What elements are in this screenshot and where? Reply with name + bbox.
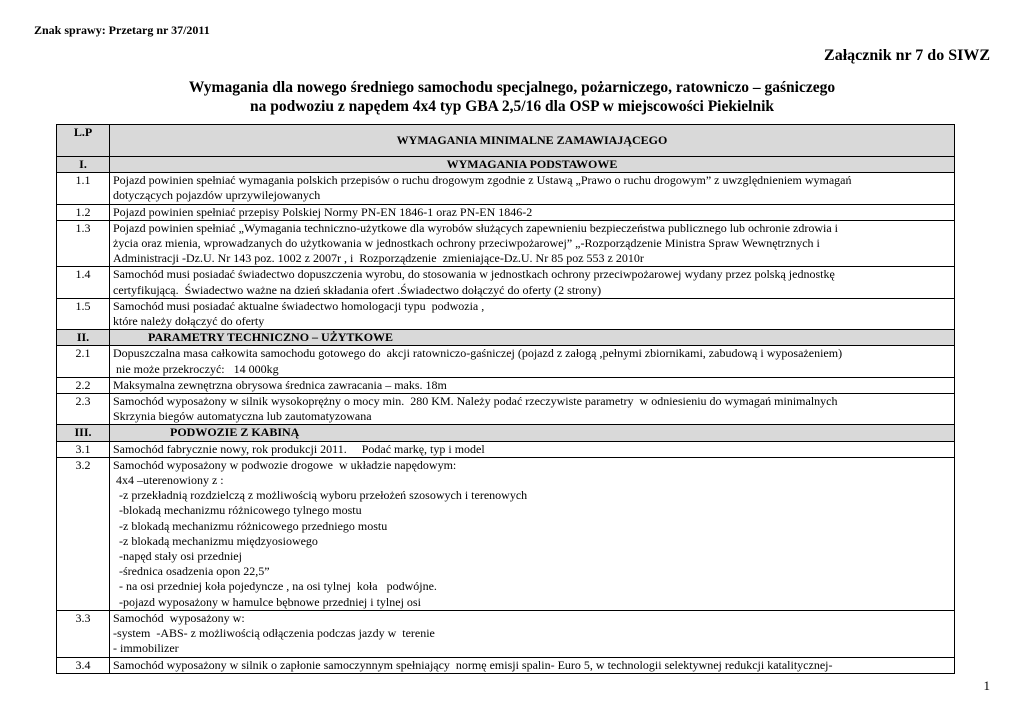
item-text-line: -średnica osadzenia opon 22,5” <box>113 564 270 579</box>
item-number: 2.1 <box>57 346 110 377</box>
item-text-line: Samochód wyposażony w: <box>113 610 245 625</box>
item-number: 3.4 <box>57 657 110 673</box>
section-header-row <box>57 330 955 346</box>
table-row <box>57 346 955 377</box>
item-text-line: -z przekładnią rozdzielczą z możliwością wyboru przełożeń szosowych i terenowych <box>113 488 528 503</box>
table-row <box>57 298 955 329</box>
item-text-line: Samochód wyposażony w silnik wysokoprężny o mocy min. 280 KM. Należy podać rzeczywiste parametry w odniesieniu do wymagań minimalnych <box>113 394 838 409</box>
item-text-line: Maksymalna zewnętrzna obrysowa średnica zawracania – maks. 18m <box>113 377 447 392</box>
item-number: 1.1 <box>57 173 110 204</box>
item-text-line: Administracji -Dz.U. Nr 143 poz. 1002 z 2007r , i Rozporządzenie zmieniające-Dz.U. Nr 85 poz 553 z 2010r <box>113 251 644 266</box>
item-number: 1.2 <box>57 204 110 220</box>
item-text <box>110 173 955 204</box>
item-text-line: Pojazd powinien spełniać wymagania polskich przepisów o ruchu drogowym zgodnie z Ustawą „Prawo o ruchu drogowym” z uwzględnieniem wymagań <box>113 173 852 188</box>
annex-label: Załącznik nr 7 do SIWZ <box>824 47 990 64</box>
section-header-row <box>57 425 955 441</box>
item-text <box>110 267 955 298</box>
item-text-line: -pojazd wyposażony w hamulce bębnowe przedniej i tylnej osi <box>113 594 421 609</box>
item-number: 2.2 <box>57 377 110 393</box>
item-text-line: Samochód musi posiadać aktualne świadectwo homologacji typu podwozia , <box>113 298 485 313</box>
item-text-line: -napęd stały osi przedniej <box>113 549 242 564</box>
case-reference: Znak sprawy: Przetarg nr 37/2011 <box>34 23 210 37</box>
item-text-line: które należy dołączyć do oferty <box>113 314 265 329</box>
item-text-line: - immobilizer <box>113 641 179 656</box>
section-number: I. <box>57 157 110 173</box>
table-row <box>57 267 955 298</box>
document-title-line1: Wymagania dla nowego średniego samochodu specjalnego, pożarniczego, ratowniczo – gaśniczego <box>188 79 836 96</box>
item-text-line: Skrzynia biegów automatyczna lub zautomatyzowana <box>113 409 372 424</box>
table-row <box>57 204 955 220</box>
item-text <box>110 457 955 610</box>
item-text <box>110 220 955 267</box>
section-number: II. <box>57 330 110 346</box>
page-number: 1 <box>983 678 990 693</box>
item-text-line: nie może przekroczyć: 14 000kg <box>113 361 279 376</box>
item-text-line: -z blokadą mechanizmu różnicowego przedniego mostu <box>113 518 388 533</box>
document-title-line2: na podwoziu z napędem 4x4 typ GBA 2,5/16 dla OSP w miejscowości Piekielnik <box>249 98 775 115</box>
item-text <box>110 394 955 425</box>
item-text-line: - na osi przedniej koła pojedyncze , na osi tylnej koła podwójne. <box>113 579 437 594</box>
section-title: PARAMETRY TECHNICZNO – UŻYTKOWE <box>110 330 955 346</box>
item-text <box>110 610 955 657</box>
item-text <box>110 441 955 457</box>
item-text-line: Pojazd powinien spełniać przepisy Polskiej Normy PN-EN 1846-1 oraz PN-EN 1846-2 <box>113 204 533 219</box>
table-row <box>57 173 955 204</box>
section-number: III. <box>57 425 110 441</box>
item-number: 3.2 <box>57 457 110 610</box>
section-header-row <box>57 157 955 173</box>
item-number: 1.4 <box>57 267 110 298</box>
item-text-line: -blokadą mechanizmu różnicowego tylnego mostu <box>113 503 362 518</box>
item-text <box>110 346 955 377</box>
item-text <box>110 657 955 673</box>
item-text-line: 4x4 –uterenowiony z : <box>113 473 224 488</box>
item-text-line: Samochód musi posiadać świadectwo dopuszczenia wyrobu, do stosowania w jednostkach ochrony przeciwpożarowej wydany przez polską jednostkę <box>113 267 835 282</box>
item-number: 1.5 <box>57 298 110 329</box>
item-text-line: -system -ABS- z możliwością odłączenia podczas jazdy w terenie <box>113 626 435 641</box>
table-row <box>57 377 955 393</box>
item-text-line: Samochód fabrycznie nowy, rok produkcji 2011. Podać markę, typ i model <box>113 441 485 456</box>
table-header-row <box>57 125 955 157</box>
item-text-line: Dopuszczalna masa całkowita samochodu gotowego do akcji ratowniczo-gaśniczej (pojazd z załogą ,pełnymi zbiornikami, zabudową i wyposażeniem) <box>113 346 843 361</box>
table-row <box>57 441 955 457</box>
item-text-line: życia oraz mienia, wprowadzanych do użytkowania w jednostkach ochrony przeciwpożarowej” „-Rozporządzenie Ministra Spraw Wewnętrznych i <box>113 236 820 251</box>
requirements-table <box>56 124 955 674</box>
item-number: 2.3 <box>57 394 110 425</box>
table-row <box>57 610 955 657</box>
item-text <box>110 204 955 220</box>
item-text-line: Samochód wyposażony w silnik o zapłonie samoczynnym spełniający normę emisji spalin- Euro 5, w technologii selektywnej redukcji katalitycznej- <box>113 657 833 672</box>
item-text-line: Samochód wyposażony w podwozie drogowe w układzie napędowym: <box>113 457 457 472</box>
item-text-line: -z blokadą mechanizmu międzyosiowego <box>113 533 318 548</box>
table-row <box>57 457 955 610</box>
item-text <box>110 298 955 329</box>
table-row <box>57 394 955 425</box>
section-title: PODWOZIE Z KABINĄ <box>110 425 955 441</box>
section-title: WYMAGANIA PODSTAWOWE <box>110 157 955 173</box>
item-number: 1.3 <box>57 220 110 267</box>
item-text-line: certyfikującą. Świadectwo ważne na dzień składania ofert .Świadectwo dołączyć do oferty (2 strony) <box>113 282 602 297</box>
item-text <box>110 377 955 393</box>
column-header-requirements: WYMAGANIA MINIMALNE ZAMAWIAJĄCEGO <box>110 125 955 157</box>
item-number: 3.1 <box>57 441 110 457</box>
item-text-line: Pojazd powinien spełniać „Wymagania techniczno-użytkowe dla wyrobów służących zapewnieniu bezpieczeństwa publicznego lub ochronie zdrowia i <box>113 220 839 235</box>
column-header-lp: L.P <box>57 125 110 157</box>
table-row <box>57 657 955 673</box>
item-number: 3.3 <box>57 610 110 657</box>
table-row <box>57 220 955 267</box>
item-text-line: dotyczących pojazdów uprzywilejowanych <box>113 188 321 203</box>
